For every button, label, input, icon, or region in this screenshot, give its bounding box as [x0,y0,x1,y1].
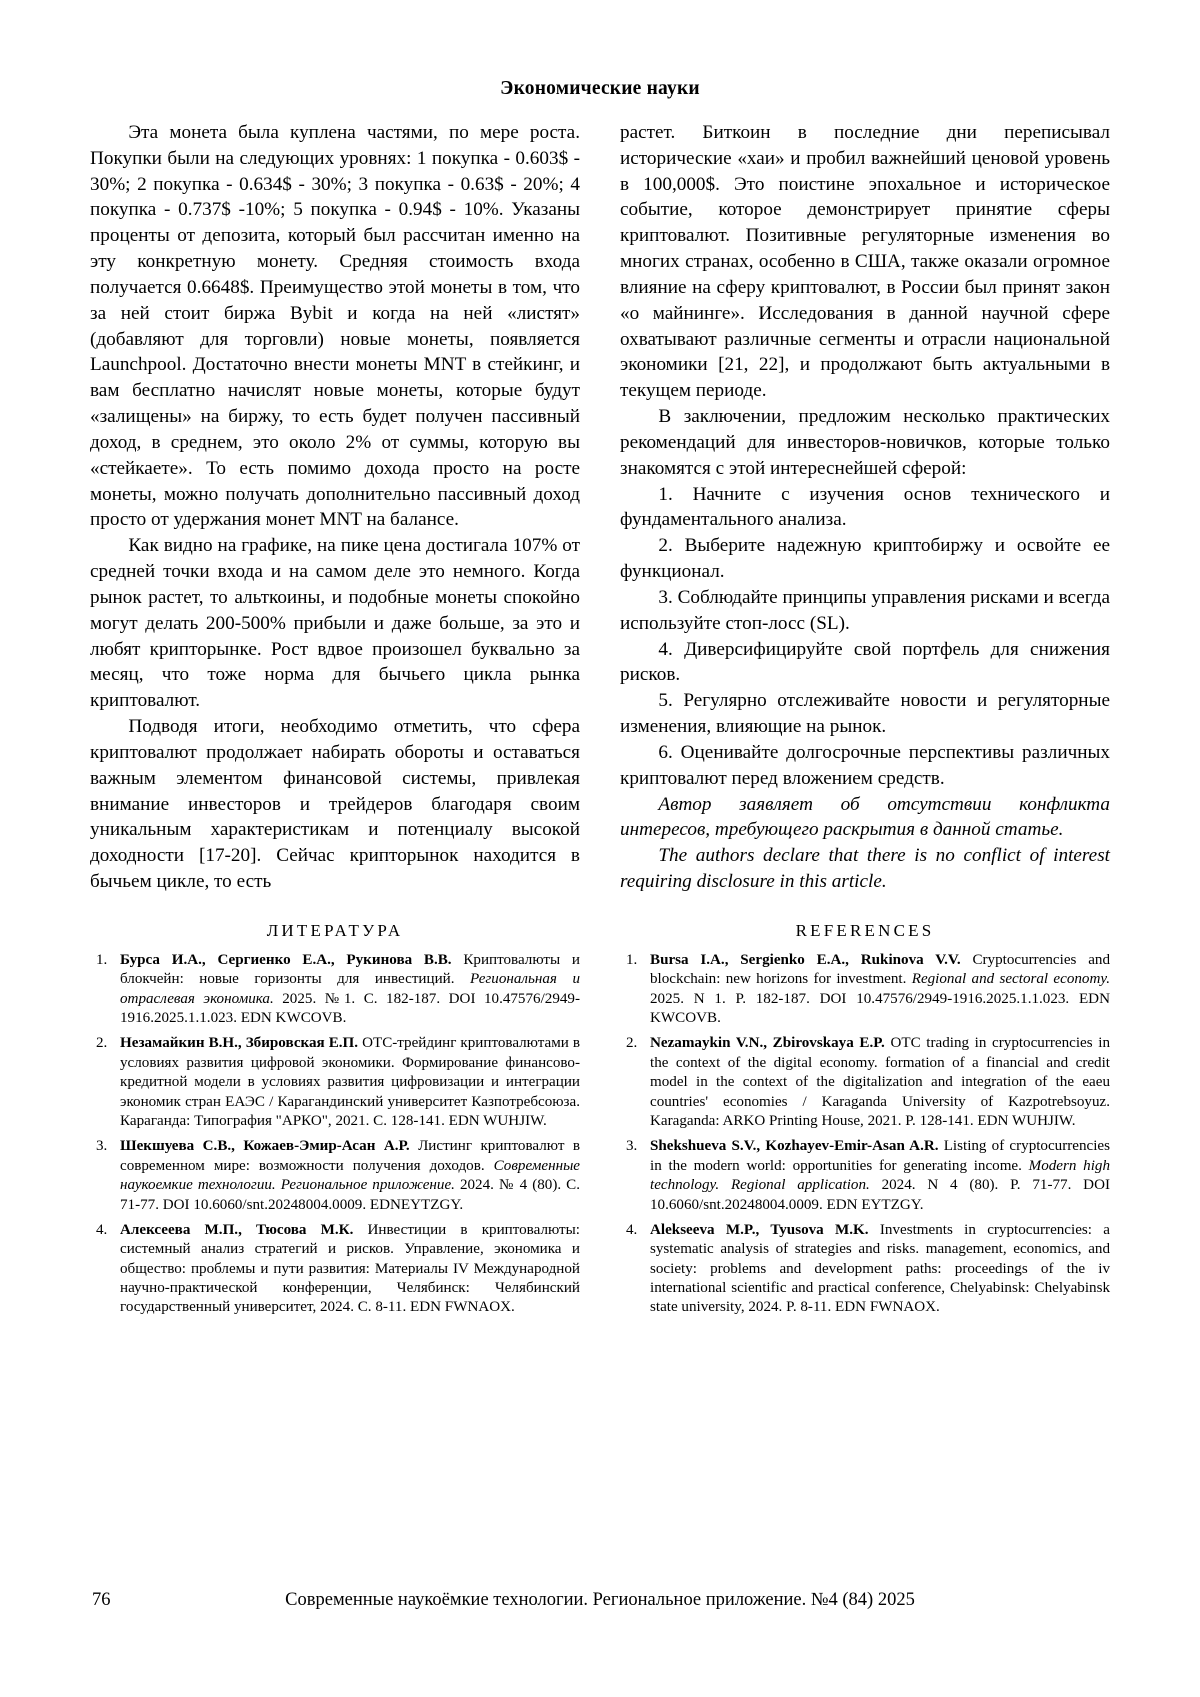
recommendation-item: 6. Оценивайте долгосрочные перспективы различных криптовалют перед вложением средств. [620,741,1110,789]
reference-text: Листинг криптовалют в современном мире: возможности получения доходов. [120,1138,580,1174]
references-list-en [620,951,1110,1318]
conflict-statement-en: The authors declare that there is no conflict of interest requiring disclosure in this article. [620,845,1110,893]
reference-item [620,951,1110,1029]
reference-authors: Шекшуева С.В., Кожаев-Эмир-Асан А.Р. [120,1138,410,1155]
recommendation-item: 4. Диверсифицируйте свой портфель для снижения рисков. [620,638,1110,686]
reference-item [90,1034,580,1131]
running-header: Экономические науки [500,78,700,99]
page-footer [0,1590,1200,1611]
recommendation-item: 2. Выберите надежную криптобиржу и освойте ее функционал. [620,535,1110,583]
reference-text: Investments in cryptocurrencies: a systematic analysis of strategies and risks. management, economics, and society: problems and development paths: proceedings of the iv international scientific and practical conference, Chelyabinsk: Chelyabinsk state university, 2024. P. 8-11. EDN FWNAOX. [650,1221,1110,1316]
reference-text: Listing of cryptocurrencies in the modern world: opportunities for generating income. [650,1138,1110,1174]
reference-item [620,1221,1110,1318]
reference-source: Современные наукоемкие технологии. Региональное приложение. [120,1157,580,1194]
reference-authors: Бурса И.А., Сергиенко Е.А., Рукинова В.В. [120,951,452,968]
reference-authors: Alekseeva M.P., Tyusova M.K. [650,1221,869,1238]
reference-item [90,1221,580,1318]
reference-source: Modern high technology. Regional application. [650,1157,1110,1194]
reference-text: OTC trading in cryptocurrencies in the context of the digital economy. formation of a financial and credit model in the context of the digitalization and integration of the eaeu countries' economies / Karaganda University of Kazpotrebsoyuz. Karaganda: ARKO Printing House, 2021. P. 128-141. EDN WUHJIW. [650,1035,1110,1129]
reference-item [90,1137,580,1215]
reference-text: ОТС-трейдинг криптовалютами в условиях развития цифровой экономики. Формирование финансово-кредитной модели в условиях развития цифровизации и интеграции экономик стран ЕАЭС / Карагандинский университет Казпотребсоюза. Караганда: Типография "АРКО", 2021. С. 128-141. EDN WUHJIW. [120,1035,581,1129]
paragraph: Эта монета была куплена частями, по мере роста. Покупки были на следующих уровнях: 1 покупка - 0.603$ - 30%; 2 покупка - 0.634$ - 30%; 3 покупка - 0.63$ - 20%; 4 покупка - 0.737$ -10%; 5 покупка - 0.94$ - 10%. Указаны проценты от депозита, который был рассчитан именно на эту конкретную монету. Средняя стоимость входа получается 0.6648$. Преимущество этой монеты в том, что за ней стоит биржа Bybit и когда на ней «листят» (добавляют для торговли) новые монеты, появляется Launchpool. Достаточно внести монеты MNT в стейкинг, и вам бесплатно начислят новые монеты, которые будут «залищены» на биржу, то есть будет получен пассивный доход, в среднем, это около 2% от суммы, которую вы «стейкаете». То есть помимо дохода просто на росте монеты, можно получать дополнительно пассивный доход просто от удержания монет MNT на балансе. [90,122,580,531]
page-number: 76 [92,1590,111,1610]
reference-text: Инвестиции в криптовалюты: системный анализ стратегий и рисков. Управление, экономика и общество: проблемы и пути развития: Материалы IV Международной научно-практической конференции, Челябинск: Челябинский государственный университет, 2024. С. 8-11. EDN FWNAOX. [120,1221,580,1316]
reference-authors: Незамайкин В.Н., Збировская Е.П. [120,1035,359,1052]
references-list-ru [90,951,580,1318]
references-heading-ru: ЛИТЕРАТУРА [266,920,404,940]
conflict-statement-ru: Автор заявляет об отсутствии конфликта интересов, требующего раскрытия в данной статье. [620,793,1110,841]
reference-item [620,1034,1110,1131]
reference-source: Региональная и отраслевая экономика. [120,971,580,1007]
reference-item [620,1137,1110,1215]
left-column [90,120,580,1324]
right-column [620,120,1110,1324]
references-heading-en: REFERENCES [795,920,935,940]
reference-text: Cryptocurrencies and blockchain: new horizons for investment. [650,951,1110,988]
recommendation-item: 5. Регулярно отслеживайте новости и регуляторные изменения, влияющие на рынок. [620,690,1110,738]
reference-authors: Nezamaykin V.N., Zbirovskaya E.P. [650,1035,885,1052]
paragraph: Подводя итоги, необходимо отметить, что сфера криптовалют продолжает набирать обороты и оставаться важным элементом финансовой системы, привлекая внимание инвесторов и трейдеров благодаря своим уникальным характеристикам и потенциалу высокой доходности [17-20]. Сейчас крипторынок находится в бычьем цикле, то есть [90,716,580,893]
paragraph: В заключении, предложим несколько практических рекомендаций для инвесторов-новичков, которые только знакомятся с этой интереснейшей сферой: [620,406,1110,479]
reference-source: Regional and sectoral economy. [911,971,1110,988]
reference-text: Криптовалюты и блокчейн: новые горизонты для инвестиций. [120,951,580,988]
reference-authors: Алексеева М.П., Тюсова М.К. [120,1221,354,1238]
reference-authors: Bursa I.A., Sergienko E.A., Rukinova V.V. [650,951,961,968]
reference-tail: 2024. № 4 (80). С. 71-77. DOI 10.6060/snt.20248004.0009. EDNEYTZGY. [120,1177,580,1213]
reference-item [90,951,580,1029]
recommendation-item: 1. Начните с изучения основ технического и фундаментального анализа. [620,483,1110,531]
two-column-body [90,120,1110,1324]
reference-authors: Shekshueva S.V., Kozhayev-Emir-Asan A.R. [650,1138,939,1155]
recommendation-item: 3. Соблюдайте принципы управления рисками и всегда используйте стоп-лосс (SL). [620,586,1110,634]
reference-tail: 2024. N 4 (80). P. 71-77. DOI 10.6060/snt.20248004.0009. EDN EYTZGY. [650,1177,1110,1213]
reference-tail: 2025. N 1. P. 182-187. DOI 10.47576/2949-1916.2025.1.1.023. EDN KWCOVB. [650,990,1110,1027]
paragraph: Как видно на графике, на пике цена достигала 107% от средней точки входа и на самом деле это немного. Когда рынок растет, то альткоины, и подобные монеты спокойно могут делать 200-500% прибыли и даже больше, за это и любят крипторынке. Рост вдвое произошел буквально за месяц, что тоже норма для бычьего цикла рынка криптовалют. [90,535,580,712]
reference-tail: 2025. №1. С. 182-187. DOI 10.47576/2949-1916.2025.1.1.023. EDN KWCOVB. [120,990,580,1027]
journal-line: Современные наукоёмкие технологии. Региональное приложение. №4 (84) 2025 [285,1590,915,1610]
paragraph: растет. Биткоин в последние дни переписывал исторические «хаи» и пробил важнейший ценовой уровень в 100,000$. Это поистине эпохальное и историческое событие, которое демонстрирует принятие сферы криптовалют. Позитивные регуляторные изменения во многих странах, особенно в США, также оказали огромное влияние на сферу криптовалют, в России был принят закон «о майнинге». Исследования в данной научной сфере охватывают различные сегменты и отрасли национальной экономики [21, 22], и продолжают быть актуальными в текущем периоде. [620,122,1110,402]
